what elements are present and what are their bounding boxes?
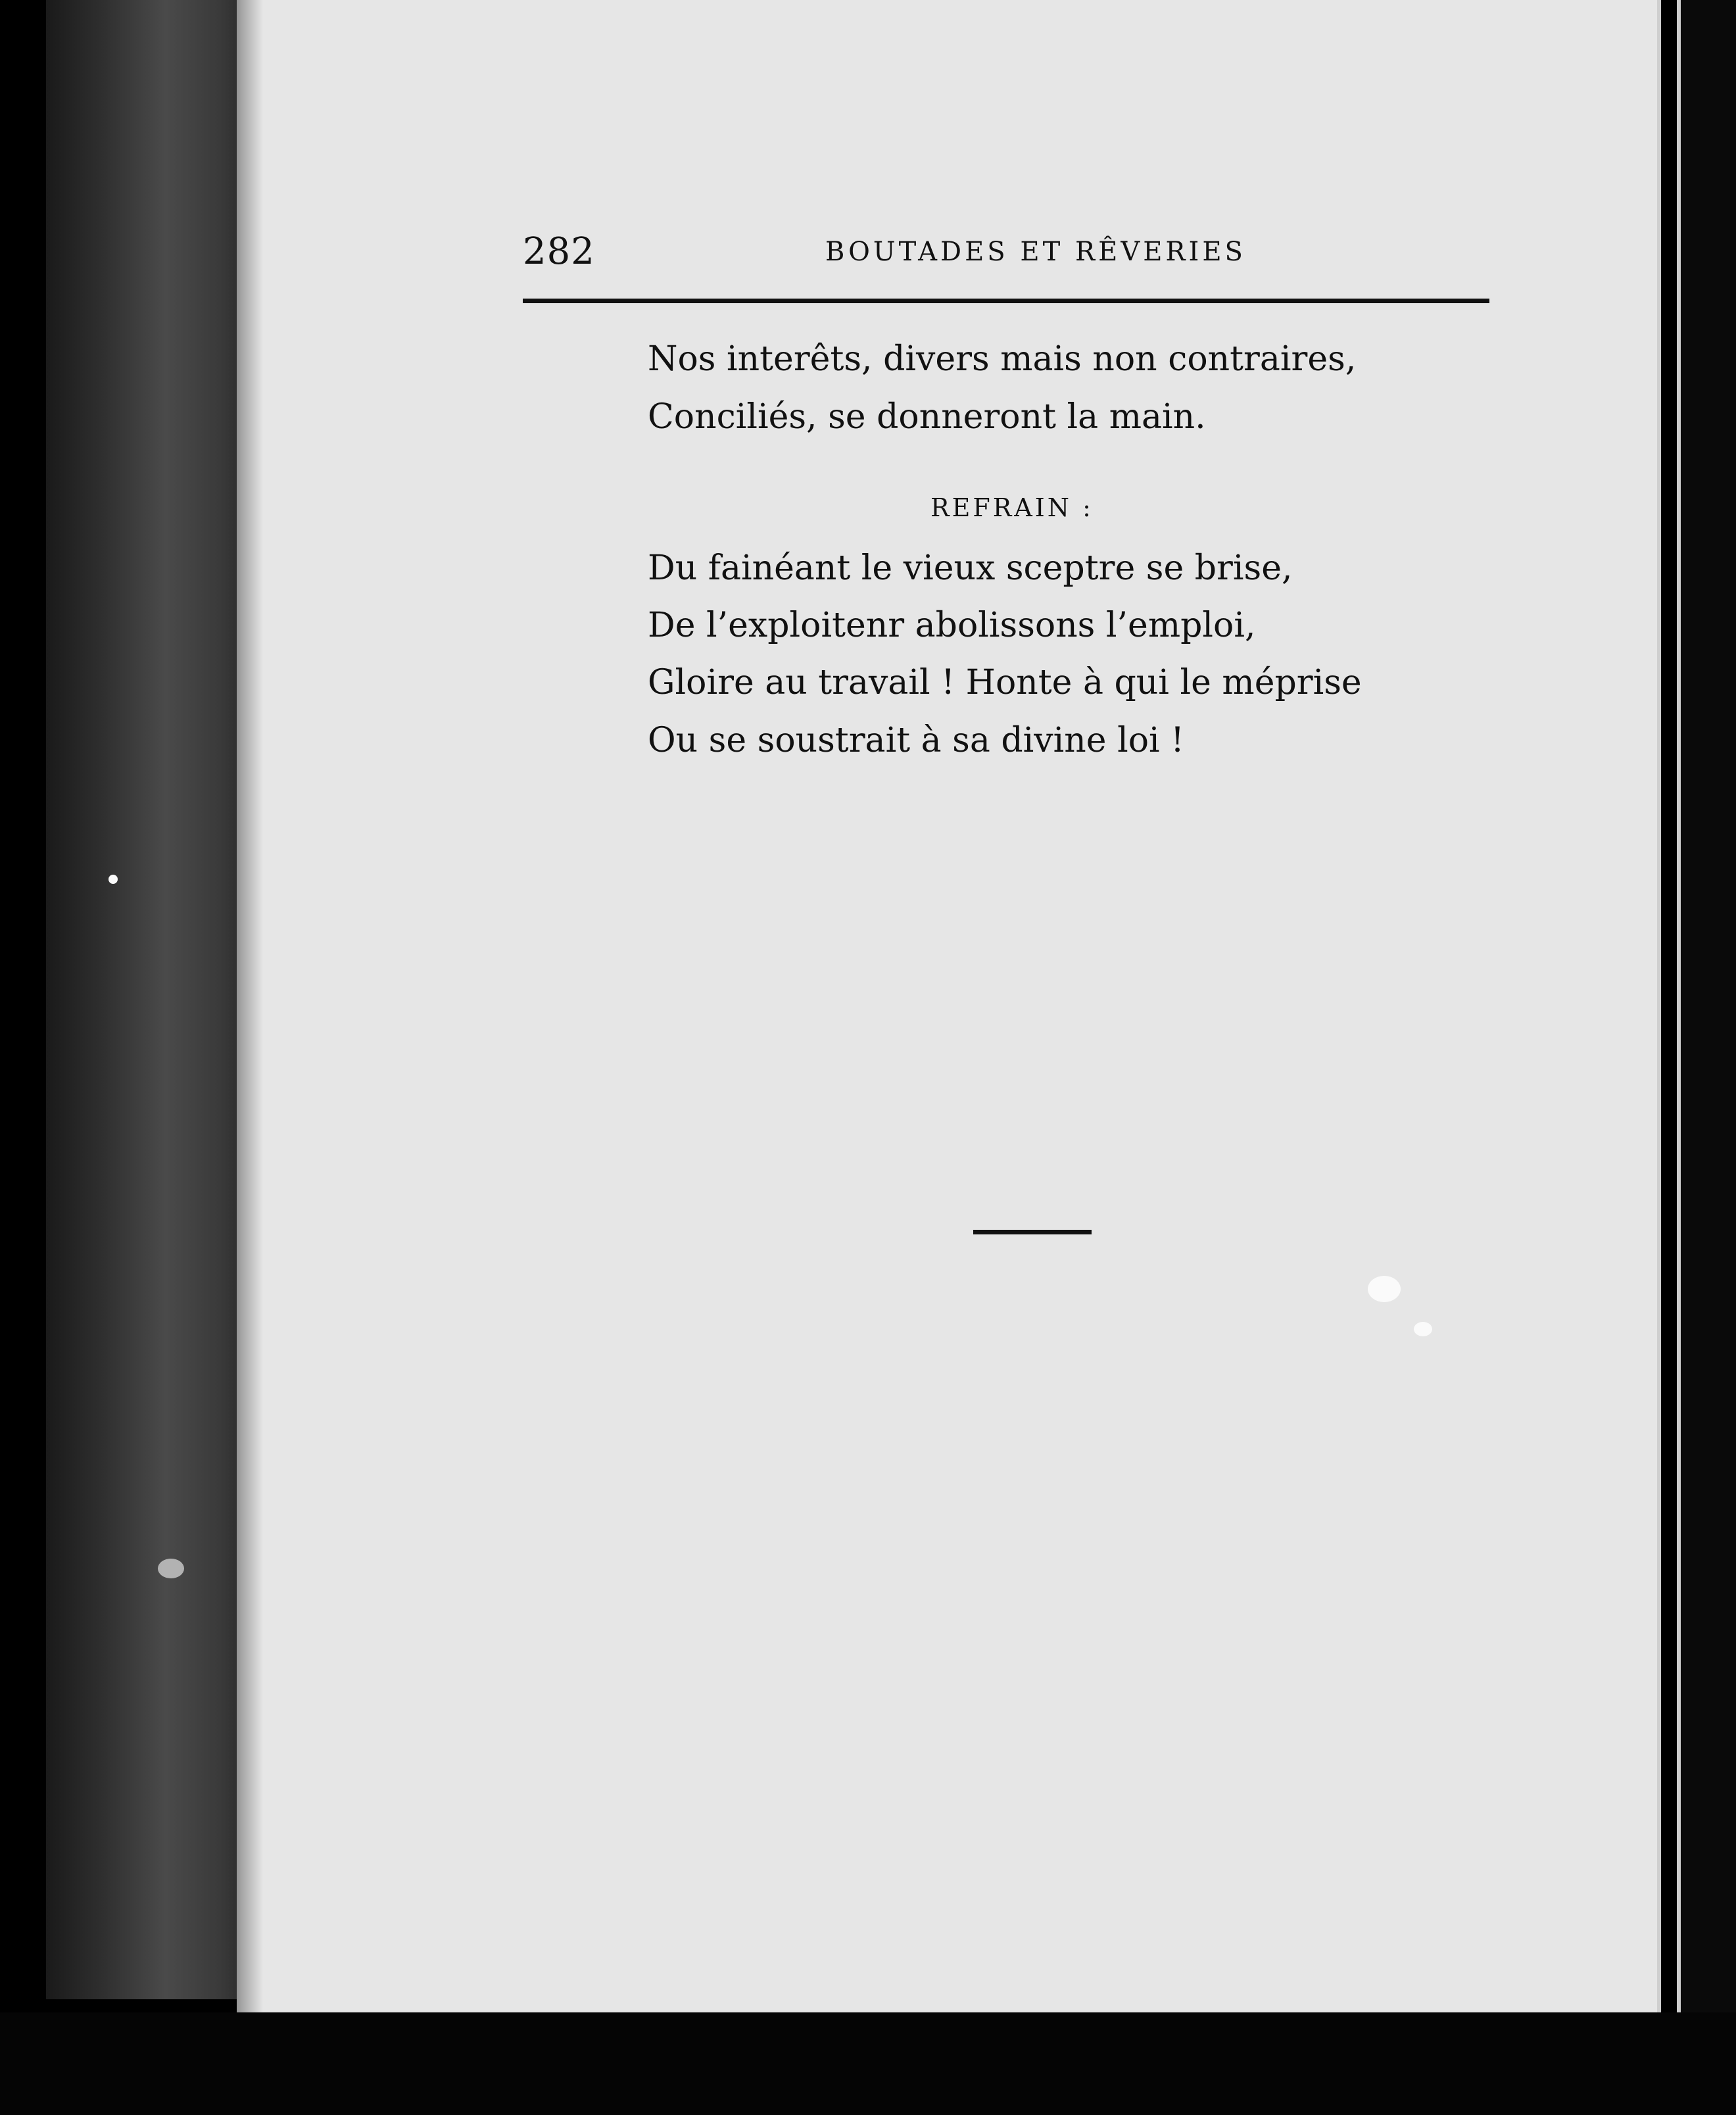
scan-speckle — [158, 1559, 184, 1578]
refrain-line: De l’exploitenr abolissons l’emploi, — [648, 606, 1256, 645]
book-gutter — [46, 0, 263, 1999]
refrain-line: Du fainéant le vieux sceptre se brise, — [648, 548, 1293, 588]
paper-blemish — [1368, 1276, 1401, 1302]
verse-line: Nos interêts, divers mais non contraires, — [648, 339, 1357, 379]
refrain-line: Ou se soustrait à sa divine loi ! — [648, 721, 1185, 760]
scan-speckle — [108, 875, 118, 884]
paper-blemish — [1414, 1322, 1432, 1336]
header-rule — [523, 299, 1489, 303]
closing-rule — [973, 1230, 1092, 1234]
refrain-line: Gloire au travail ! Honte à qui le méprise — [648, 663, 1362, 702]
verse-line: Conciliés, se donneront la main. — [648, 397, 1206, 437]
page-number: 282 — [523, 230, 595, 273]
book-title-header: BOUTADES ET RÊVERIES — [825, 237, 1246, 267]
adjacent-page-edge — [1677, 0, 1736, 2039]
scan-bottom-margin — [0, 2012, 1736, 2115]
running-header — [523, 230, 1489, 283]
page-edge-shadow — [237, 0, 263, 2012]
refrain-label: REFRAIN : — [930, 493, 1094, 522]
